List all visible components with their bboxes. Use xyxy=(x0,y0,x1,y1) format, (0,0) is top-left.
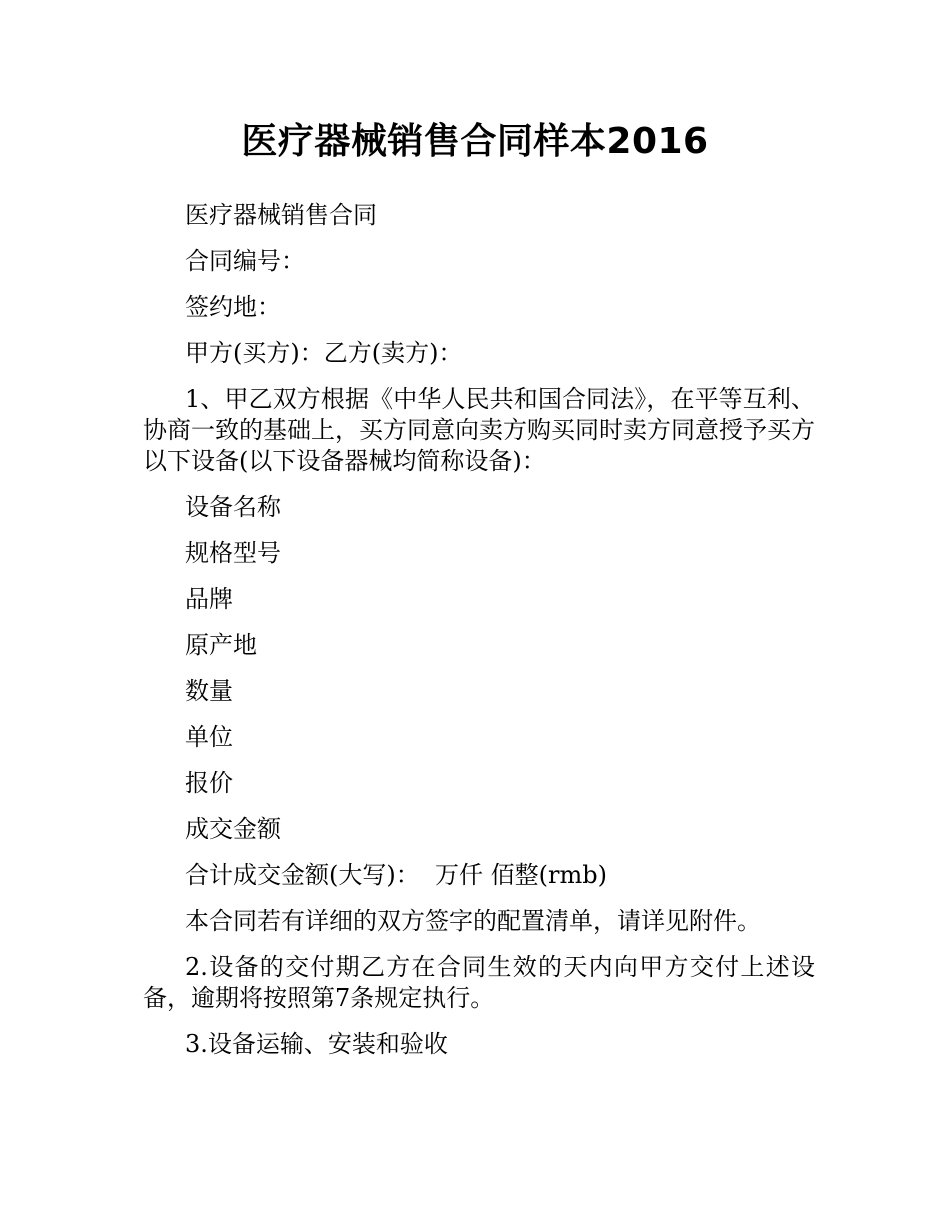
paragraph-clause-3: 3.设备运输、安装和验收 xyxy=(185,1030,448,1058)
paragraph-contract-heading: 医疗器械销售合同 xyxy=(185,201,377,229)
document-title: 医疗器械销售合同样本2016 xyxy=(241,121,709,162)
paragraph-quote: 报价 xyxy=(185,769,233,797)
paragraph-clause-2: 2.设备的交付期乙方在合同生效的天内向甲方交付上述设备，逾期将按照第7条规定执行。 xyxy=(143,953,815,1012)
paragraph-model: 规格型号 xyxy=(185,539,281,567)
paragraph-origin: 原产地 xyxy=(185,631,257,659)
paragraph-unit: 单位 xyxy=(185,723,233,751)
paragraph-deal-amount: 成交金额 xyxy=(185,815,281,843)
paragraph-clause-1: 1、甲乙双方根据《中华人民共和国合同法》，在平等互利、协商一致的基础上，买方同意向卖方购买同时卖方同意授予买方以下设备(以下设备器械均简称设备)： xyxy=(143,385,815,475)
paragraph-total-amount: 合计成交金额(大写)： 万仟 佰整(rmb) xyxy=(185,861,607,889)
document-body xyxy=(143,200,815,1075)
paragraph-quantity: 数量 xyxy=(185,677,233,705)
paragraph-parties: 甲方(买方)：乙方(卖方)： xyxy=(185,339,463,367)
paragraph-equipment-name: 设备名称 xyxy=(185,493,281,521)
paragraph-contract-number: 合同编号： xyxy=(185,247,305,275)
paragraph-brand: 品牌 xyxy=(185,585,233,613)
paragraph-signing-place: 签约地： xyxy=(185,293,281,321)
paragraph-attachment-note: 本合同若有详细的双方签字的配置清单，请详见附件。 xyxy=(185,907,761,935)
